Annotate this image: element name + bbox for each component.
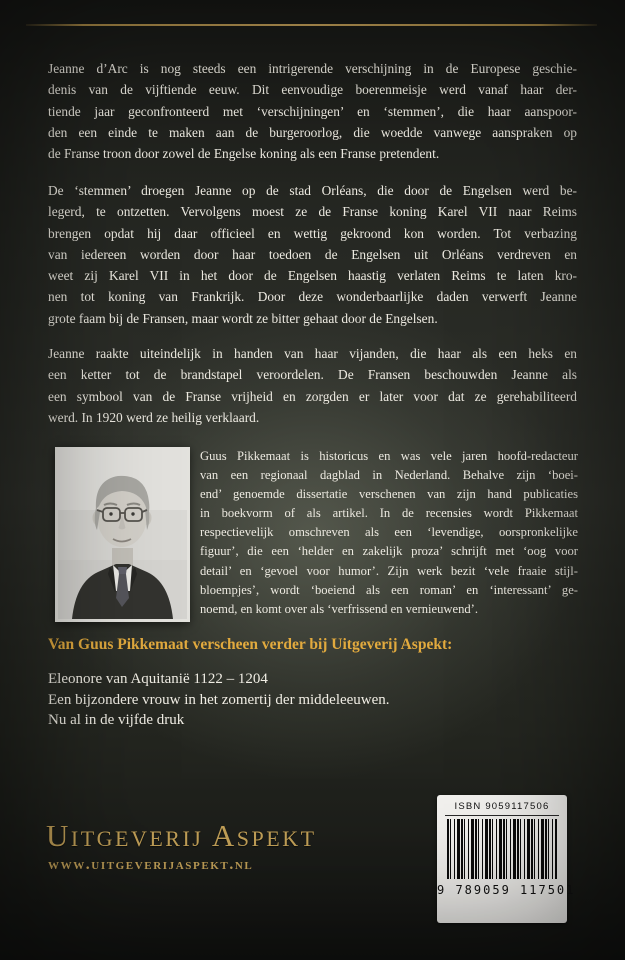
author-portrait-illustration bbox=[58, 450, 187, 619]
author-bio-line: noemd, en komt over als ‘verfrissend en vernieuwend’. bbox=[200, 601, 479, 616]
synopsis-line: nen tot koning van Frankrijk. Door deze wonderbaarlijke daden verwerft Jeanne bbox=[48, 289, 577, 305]
author-photo bbox=[55, 447, 190, 622]
synopsis-line: een symbool van de Franse vrijheid en zorgden er later voor dat ze gerehabiliteerd bbox=[48, 388, 577, 404]
synopsis-line: grote faam bij de Fransen, maar wordt ze bitter gehaat door de Engelsen. bbox=[48, 310, 438, 326]
synopsis-line: weet zij Karel VII in het door de Engelsen haastig verlaten Reims te laten kro- bbox=[48, 268, 577, 284]
author-bio-line: end’ genoemde dissertatie verschenen van zijn hand publicaties bbox=[200, 487, 578, 502]
synopsis-line: den een einde te maken aan de burgeroorlog, die woedde vanwege aanspraken op bbox=[48, 124, 577, 140]
author-bio-line: van een regionaal dagblad in Nederland. Behalve zijn ‘boei- bbox=[200, 468, 578, 483]
synopsis-line: De ‘stemmen’ droegen Jeanne op de stad Orléans, die door de Engelsen werd be- bbox=[48, 183, 577, 198]
synopsis-line: werd. In 1920 werd ze heilig verklaard. bbox=[48, 409, 260, 425]
synopsis-paragraph-3 bbox=[48, 343, 577, 428]
synopsis-line: denis van de vijftiende eeuw. Dit eenvoudige boerenmeisje werd vanaf haar der- bbox=[48, 82, 577, 98]
isbn-label: ISBN 9059117506 bbox=[445, 795, 559, 816]
author-bio-line: respectievelijk omschreven als een ‘levendige, oorspronkelijke bbox=[200, 525, 578, 540]
author-bio-line: Guus Pikkemaat is historicus en was vele jaren hoofd-redacteur bbox=[200, 449, 578, 463]
synopsis-line: de Franse troon door zowel de Engelse koning als een Franse pretendent. bbox=[48, 146, 440, 162]
synopsis-paragraph-2 bbox=[48, 180, 577, 329]
top-rule bbox=[26, 24, 597, 26]
synopsis-line: een ketter tot de brandstapel veroordelen. De Fransen beschouwden Jeanne als bbox=[48, 367, 577, 383]
promo-book-title: Eleonore van Aquitanië 1122 – 1204 bbox=[48, 671, 268, 687]
barcode-box bbox=[437, 795, 576, 923]
promo-list bbox=[48, 669, 577, 731]
promo-heading: Van Guus Pikkemaat verscheen verder bij Uitgeverij Aspekt: bbox=[48, 636, 453, 653]
author-bio bbox=[200, 447, 578, 619]
synopsis-line: tiende jaar geconfronteerd met ‘verschijningen’ en ‘stemmen’, die haar aanspoor- bbox=[48, 103, 577, 119]
author-bio-line: detail’ en ‘gevoel voor humor’. Zijn werk bezit ‘vele fraaie stijl- bbox=[200, 563, 578, 578]
synopsis-line: Jeanne raakte uiteindelijk in handen van haar vijanden, die haar als een heks en bbox=[48, 346, 577, 361]
author-bio-line: bloempjes’, wordt ‘boeiend als een roman’ en ‘interessant’ ge- bbox=[200, 582, 578, 597]
promo-edition-note: Nu al in de vijfde druk bbox=[48, 712, 185, 728]
synopsis-line: brengen opdat hij daar officieel en wettig gekroond kon worden. Tot verbazing bbox=[48, 225, 577, 241]
synopsis-line: legerd, te ontzetten. Vervolgens moest ze de Franse koning Karel VII naar Reims bbox=[48, 204, 577, 220]
synopsis-line: Jeanne d’Arc is nog steeds een intrigerende verschijning in de Europese geschie- bbox=[48, 61, 577, 76]
synopsis-paragraph-1 bbox=[48, 58, 577, 164]
barcode-number: 9 789059 117501 bbox=[437, 883, 576, 897]
barcode-bars bbox=[447, 819, 557, 879]
author-bio-line: figuur’, die een ‘helder en zakelijk proza’ schrijft met ‘oog voor bbox=[200, 544, 578, 559]
synopsis-line: van iedereen worden door haar toedoen de Engelsen uit Orléans verdreven en bbox=[48, 246, 577, 262]
promo-book-subtitle: Een bijzondere vrouw in het zomertij der middeleeuwen. bbox=[48, 691, 390, 708]
author-bio-line: in boekvorm of als artikel. In de recensies wordt Pikkemaat bbox=[200, 506, 578, 521]
publisher-website: www.uitgeverijaspekt.nl bbox=[48, 856, 254, 873]
publisher-name: Uitgeverij Aspekt bbox=[46, 818, 317, 853]
